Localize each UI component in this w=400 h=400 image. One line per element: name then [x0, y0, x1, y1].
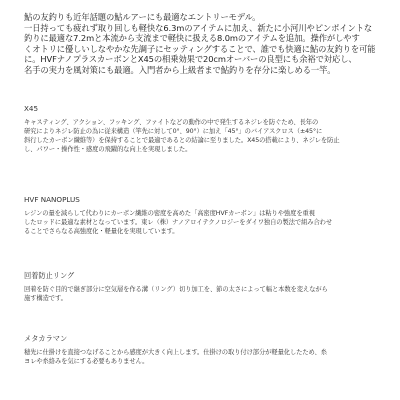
- section-title-anti-seize-ring: 回着防止リング: [24, 271, 75, 280]
- section-title-hvf-nanoplus: HVF NANOPLUS: [24, 195, 80, 204]
- intro-paragraph: 鮎の友釣りも近年話題の鮎ルアーにも最適なエントリーモデル。 一日持っても疲れず取り回しも軽快な6.3mのアイテムに加え、新たに小河川やピンポイントな 釣りに最適な7.2mと本流から支流まで軽快に扱える8.0mのアイテムを追加。操作がしやす くオトリに優しいしなやかな先調子にセッティングすることで、誰でも快適に鮎の友釣りを可能 に。HVFナノプラスカーボンとX45の相乗効果で20cmオーバーの良型にも余裕で対応し、 名手の実力を風対策にも最適。入門者から上級者まで鮎釣りを存分に楽しめる一竿。: [24, 12, 376, 75]
- section-body-anti-seize-ring: 回着を防ぐ目的で継ぎ部分に空気層を作る溝（リング）切り加工を、節の太さによって幅と本数を変えながら 施す構造です。: [24, 286, 328, 302]
- section-title-x45: X45: [24, 104, 39, 113]
- section-x45: [24, 104, 386, 154]
- section-metakaraman: [24, 334, 386, 366]
- section-hvf-nanoplus: [24, 195, 386, 236]
- section-body-x45: キャスティング、アクション、フッキング、ファイトなどの動作の中で発生するネジレを防ぐため、長年の 研究によりネジレ防止の為に従来構造（竿先に対して0°、90°）に加え「45°」のバイアスクロス（±45°に 斜行したカーボン繊維等）を保持することで最適であるとの結論に至りました。X45の搭載により、ネジレを防止 し、パワー・操作性・感度の飛躍的な向上を実現しました。: [24, 119, 340, 153]
- section-title-metakaraman: メタカラマン: [24, 334, 68, 343]
- section-anti-seize-ring: [24, 271, 386, 303]
- section-body-hvf-nanoplus: レジンの量を減らして代わりにカーボン繊維の密度を高めた「高密度HVFカーボン」は粘りや強度を重視 したロッドに最適な素材となっています。東レ（株）ナノアロイテクノロジーをダイワ独自の製法で組み合わせ ることでさらなる高強度化・軽量化を実現しています。: [24, 210, 333, 235]
- section-body-metakaraman: 穂先に仕掛けを直接つなげることから感度が大きく向上します。仕掛けの取り付け部分が軽量化したため、糸 ヨレや糸絡みを気にする必要もありません。: [24, 349, 327, 365]
